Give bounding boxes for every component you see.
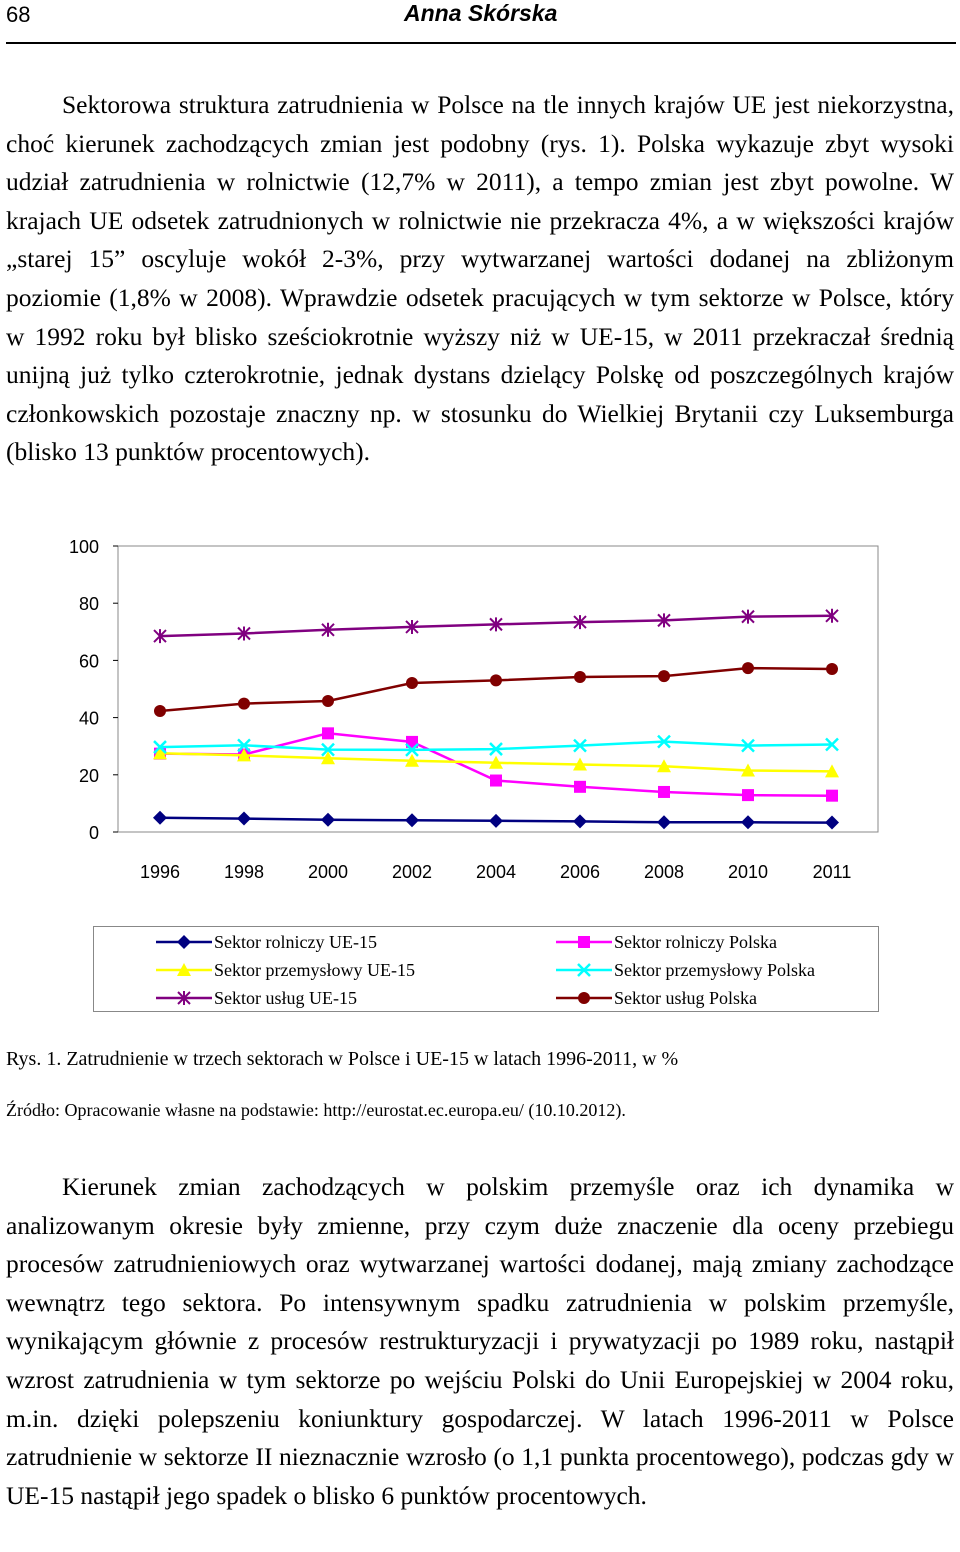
x-tick-label: 2011 bbox=[812, 862, 852, 882]
legend-label: Sektor przemysłowy Polska bbox=[614, 960, 815, 980]
plot-area bbox=[118, 546, 878, 832]
x-tick-label: 2002 bbox=[391, 862, 433, 882]
x-tick-label: 2006 bbox=[559, 862, 601, 882]
header-rule bbox=[6, 42, 956, 44]
circle-marker bbox=[238, 698, 250, 710]
circle-marker bbox=[490, 674, 502, 686]
page-header bbox=[0, 0, 960, 44]
employment-line-chart bbox=[0, 520, 960, 920]
page-number: 68 bbox=[6, 2, 31, 27]
square-marker bbox=[322, 727, 334, 739]
legend-label: Sektor usług Polska bbox=[614, 988, 758, 1008]
circle-marker bbox=[826, 663, 838, 675]
legend-marker-star bbox=[154, 986, 216, 1010]
legend-marker-circle bbox=[554, 986, 616, 1010]
x-tick-label: 1998 bbox=[223, 862, 265, 882]
chart-legend bbox=[93, 926, 879, 1012]
circle-marker bbox=[406, 677, 418, 689]
paragraph-2-text: Kierunek zmian zachodzących w polskim przemyśle oraz ich dynamika w analizowanym okresie były zmienne, przy czym duże znaczenie dla oceny przebiegu procesów zatrudnieniowych oraz wytwarzanej wartości dodanej, mają zmiany zachodzące wewnątrz tego sektora. Po intensywnym spadku zatrudnienia w polskim przemyśle, wynikającym głównie z procesów restrukturyzacji i prywatyzacji po 1989 roku, nastąpił wzrost zatrudnienia w tym sektorze po wejściu Polski do Unii Europejskiej w 2004 roku, m.in. dzięki polepszeniu koniunktury gospodarczej. W latach 1996-2011 w Polsce zatrudnienie w sektorze II nieznacznie wzrosło (o 1,1 punkta procentowego), podczas gdy w UE-15 nastąpił jego spadek o blisko 6 punktów procentowych. bbox=[6, 1172, 954, 1510]
y-tick-label: 20 bbox=[78, 765, 99, 786]
x-tick-label: 2000 bbox=[307, 862, 349, 882]
x-tick-label: 1996 bbox=[139, 862, 181, 882]
square-marker bbox=[658, 786, 670, 798]
legend-label: Sektor usług UE-15 bbox=[214, 988, 357, 1008]
square-marker bbox=[574, 781, 586, 793]
circle-marker bbox=[154, 705, 166, 717]
running-author: Anna Skórska bbox=[404, 0, 558, 26]
square-marker bbox=[742, 789, 754, 801]
circle-marker bbox=[322, 695, 334, 707]
paragraph-1-text: Sektorowa struktura zatrudnienia w Polsce na tle innych krajów UE jest niekorzystna, choć kierunek zachodzących zmian jest podobny (rys. 1). Polska wykazuje zbyt wysoki udział zatrudnienia w rolnictwie (12,7% w 2011), a tempo zmian jest zbyt powolne. W krajach UE odsetek zatrudnionych w rolnictwie nie przekracza 4%, a w większości krajów „starej 15” oscyluje wokół 2-3%, przy wytwarzanej wartości dodanej na zbliżonym poziomie (1,8% w 2008). Wprawdzie odsetek pracujących w tym sektorze w Polsce, który w 1992 roku był blisko sześciokrotnie wyższy niż w UE-15, w 2011 przekraczał średnią unijną już tylko czterokrotnie, jednak dystans dzielący Polskę od poszczególnych krajów członkowskich pozostaje znaczny np. w stosunku do Wielkiej Brytanii czy Luksemburga (blisko 13 punktów procentowych). bbox=[6, 90, 954, 467]
legend-marker-square bbox=[554, 930, 616, 954]
y-tick-label: 0 bbox=[88, 823, 99, 843]
legend-label: Sektor przemysłowy UE-15 bbox=[214, 960, 415, 980]
circle-marker bbox=[742, 662, 754, 674]
circle-marker bbox=[574, 671, 586, 683]
y-tick-label: 60 bbox=[78, 651, 99, 672]
x-tick-label: 2008 bbox=[643, 862, 685, 882]
x-tick-label: 2004 bbox=[475, 862, 517, 882]
y-tick-label: 100 bbox=[68, 537, 99, 557]
figure-caption: Rys. 1. Zatrudnienie w trzech sektorach w Polsce i UE-15 w latach 1996-2011, w % bbox=[6, 1048, 679, 1070]
legend-label: Sektor rolniczy UE-15 bbox=[214, 932, 377, 952]
circle-marker bbox=[658, 670, 670, 682]
legend-label: Sektor rolniczy Polska bbox=[614, 932, 777, 952]
paragraph-2 bbox=[6, 1168, 954, 1515]
figure-source: Źródło: Opracowanie własne na podstawie: http://eurostat.ec.europa.eu/ (10.10.2012). bbox=[6, 1100, 626, 1120]
x-tick-label: 2010 bbox=[727, 862, 769, 882]
y-tick-label: 80 bbox=[78, 594, 99, 615]
legend-marker-triangle bbox=[154, 958, 216, 982]
y-tick-label: 40 bbox=[78, 708, 99, 729]
square-marker bbox=[490, 775, 502, 787]
paragraph-1 bbox=[6, 86, 954, 472]
square-marker bbox=[826, 790, 838, 802]
legend-marker-x bbox=[554, 958, 616, 982]
legend-marker-diamond bbox=[154, 930, 216, 954]
